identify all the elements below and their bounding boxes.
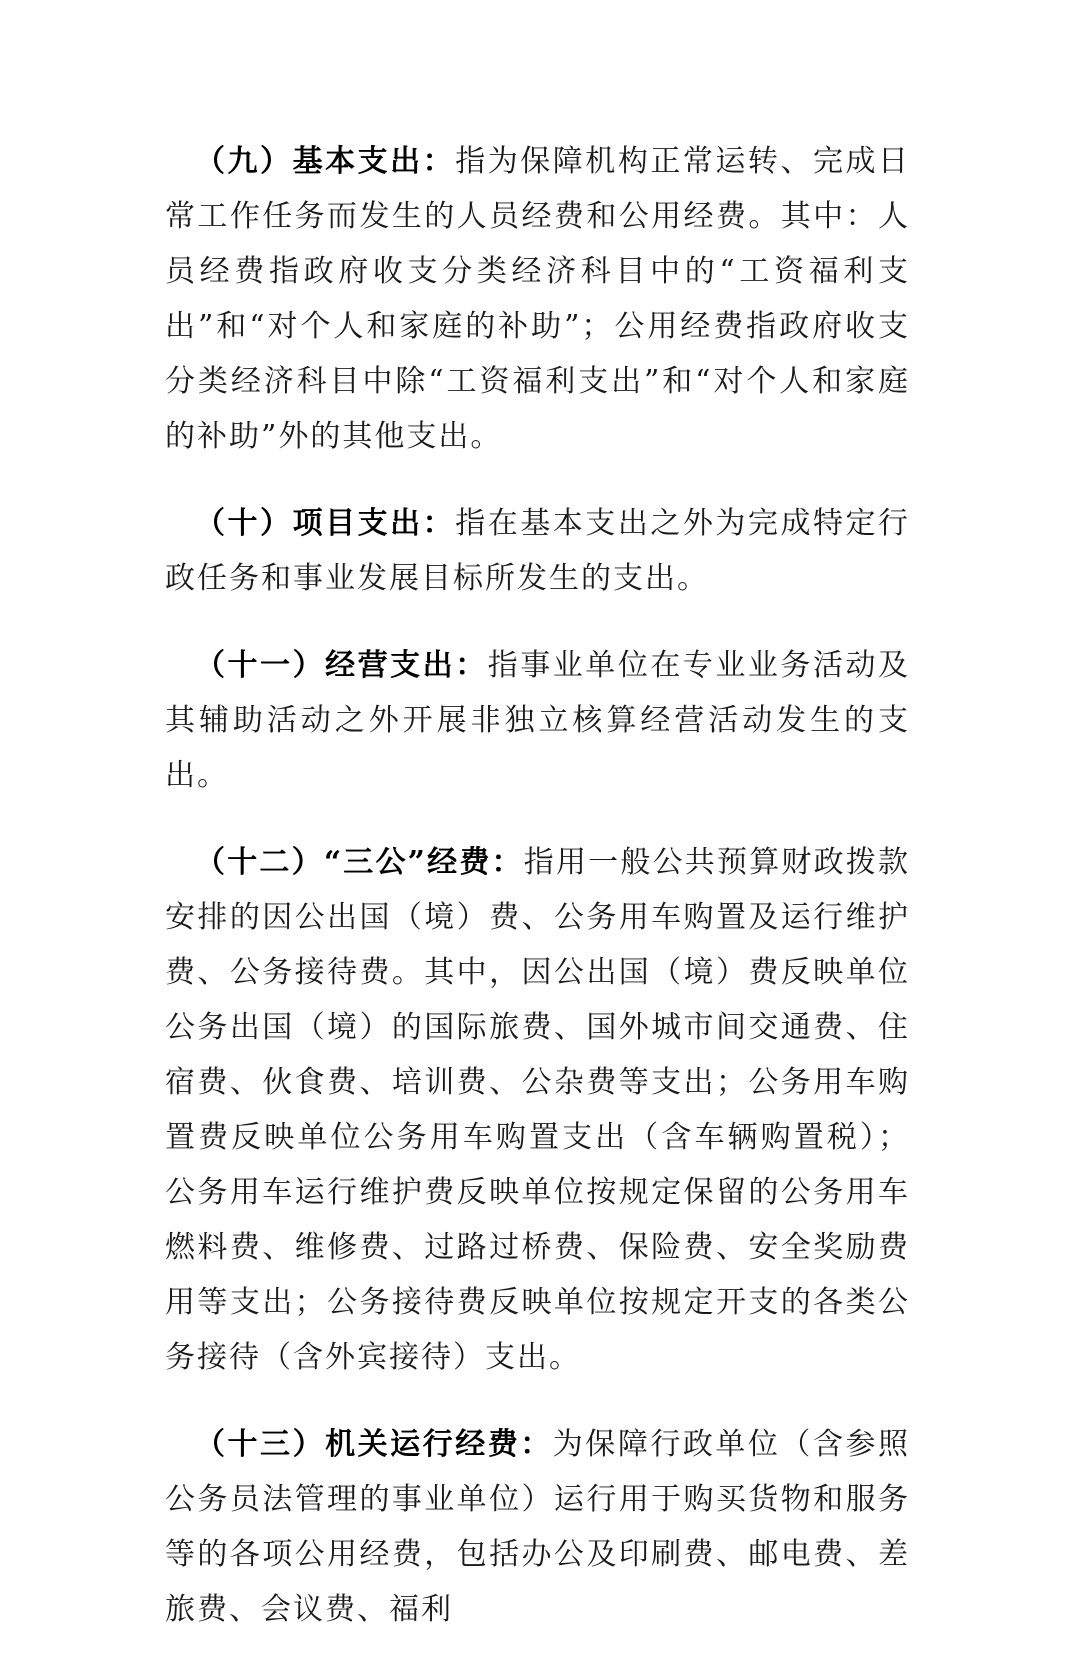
- paragraph-operating-expenditure: [165, 638, 910, 803]
- term-heading: （十三）机关运行经费：: [195, 1427, 553, 1462]
- document-body: [165, 134, 910, 1669]
- term-definition: 指为保障机构正常运转、完成日常工作任务而发生的人员经费和公用经费。其中：人员经费指政府收支分类经济科目中的“工资福利支出”和“对个人和家庭的补助”；公用经费指政府收支分类经济科目中除“工资福利支出”和“对个人和家庭的补助”外的其他支出。: [165, 144, 911, 454]
- paragraph-agency-operating-expenses: [165, 1417, 910, 1637]
- term-definition: 为保障行政单位（含参照公务员法管理的事业单位）运行用于购买货物和服务等的各项公用经费，包括办公及印刷费、邮电费、差旅费、会议费、福利: [165, 1427, 911, 1627]
- paragraph-three-public-expenses: [165, 835, 910, 1385]
- term-definition: 指用一般公共预算财政拨款安排的因公出国（境）费、公务用车购置及运行维护费、公务接待费。其中，因公出国（境）费反映单位公务出国（境）的国际旅费、国外城市间交通费、住宿费、伙食费、培训费、公杂费等支出；公务用车购置费反映单位公务用车购置支出（含车辆购置税）；公务用车运行维护费反映单位按规定保留的公务用车燃料费、维修费、过路过桥费、保险费、安全奖励费用等支出；公务接待费反映单位按规定开支的各类公务接待（含外宾接待）支出。: [165, 845, 911, 1375]
- term-definition: 指事业单位在专业业务活动及其辅助活动之外开展非独立核算经营活动发生的支出。: [165, 648, 911, 793]
- paragraph-basic-expenditure: [165, 134, 910, 464]
- term-heading: （九）基本支出：: [195, 144, 456, 179]
- term-definition: 指在基本支出之外为完成特定行政任务和事业发展目标所发生的支出。: [165, 506, 911, 596]
- term-heading: （十）项目支出：: [195, 506, 456, 541]
- term-heading: （十二）“三公”经费：: [195, 845, 524, 880]
- paragraph-project-expenditure: [165, 496, 910, 606]
- term-heading: （十一）经营支出：: [195, 648, 488, 683]
